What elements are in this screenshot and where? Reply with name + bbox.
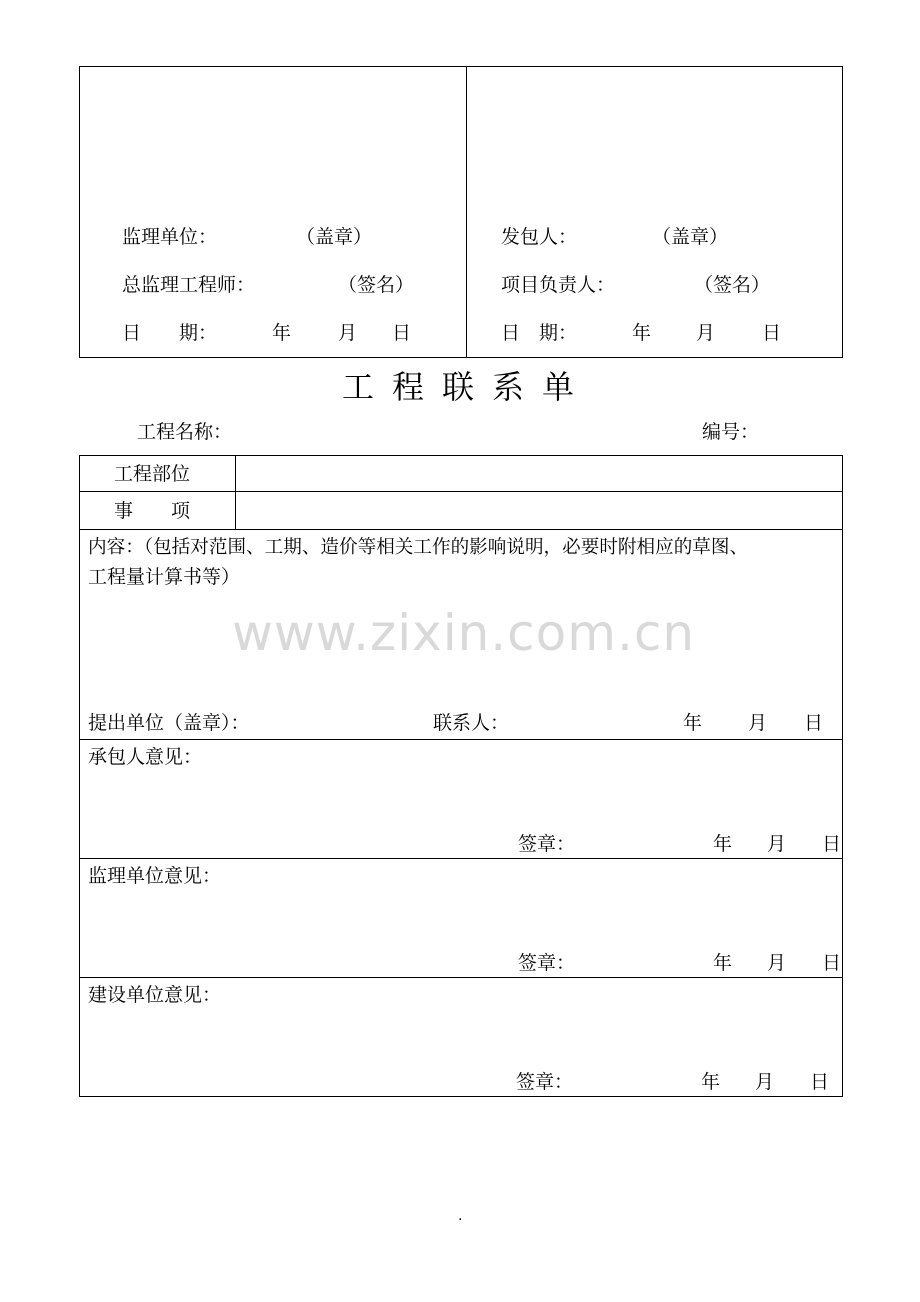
item-value[interactable] <box>245 499 835 523</box>
supervisor-opinion-label: 监理单位意见： <box>88 865 222 887</box>
left-month: 月 <box>338 322 358 344</box>
row-line-4 <box>79 858 843 859</box>
contractor-day: 日 <box>822 833 842 855</box>
row-line-1 <box>79 491 843 492</box>
supervisor-unit-label: 监理单位： <box>122 226 218 248</box>
project-part-label: 工程部位 <box>114 463 191 485</box>
chief-engineer-label: 总监理工程师： <box>122 274 256 296</box>
right-date-label: 日 期： <box>501 322 578 344</box>
right-month: 月 <box>696 322 716 344</box>
content-month: 月 <box>748 712 768 734</box>
project-manager-sign: （签名） <box>694 274 771 296</box>
owner-month: 月 <box>755 1071 775 1093</box>
contractor-opinion-label: 承包人意见： <box>88 746 203 768</box>
top-divider <box>466 66 467 358</box>
row-line-5 <box>79 977 843 978</box>
form-title: 工程联系单 <box>342 368 593 406</box>
employer-stamp: （盖章） <box>652 226 729 248</box>
left-date-label: 日 期： <box>122 322 218 344</box>
number-label: 编号： <box>702 421 760 443</box>
row-line-2 <box>79 529 843 530</box>
content-day: 日 <box>804 712 824 734</box>
left-year: 年 <box>272 322 292 344</box>
left-day: 日 <box>392 322 412 344</box>
right-year: 年 <box>632 322 652 344</box>
content-year: 年 <box>683 712 703 734</box>
owner-opinion-label: 建设单位意见： <box>88 984 222 1006</box>
supervisor-year: 年 <box>713 952 733 974</box>
contact-person-label: 联系人： <box>433 712 510 734</box>
row-line-3 <box>79 739 843 740</box>
project-name-label: 工程名称： <box>137 421 233 443</box>
supervisor-month: 月 <box>767 952 787 974</box>
owner-year: 年 <box>701 1071 721 1093</box>
content-instruction-line2: 工程量计算书等） <box>88 566 241 588</box>
contractor-month: 月 <box>767 833 787 855</box>
label-column-divider <box>235 455 236 530</box>
employer-label: 发包人： <box>501 226 578 248</box>
top-signature-box <box>79 66 843 358</box>
supervisor-day: 日 <box>822 952 842 974</box>
chief-engineer-sign: （签名） <box>338 274 415 296</box>
contractor-year: 年 <box>713 833 733 855</box>
project-manager-label: 项目负责人： <box>501 274 616 296</box>
item-label: 事 项 <box>114 500 191 522</box>
owner-sign-label: 签章： <box>516 1071 574 1093</box>
supervisor-sign-label: 签章： <box>518 952 576 974</box>
proposer-unit-label: 提出单位（盖章）： <box>88 712 250 734</box>
project-part-value[interactable] <box>245 462 835 486</box>
watermark: www.zixin.com.cn <box>232 604 696 662</box>
contractor-sign-label: 签章： <box>518 833 576 855</box>
right-day: 日 <box>762 322 782 344</box>
footer-mark: . <box>458 1208 463 1224</box>
owner-day: 日 <box>810 1071 830 1093</box>
supervisor-stamp: （盖章） <box>296 226 373 248</box>
content-instruction-line1: 内容：（包括对范围、工期、造价等相关工作的影响说明，必要时附相应的草图、 <box>88 537 749 558</box>
